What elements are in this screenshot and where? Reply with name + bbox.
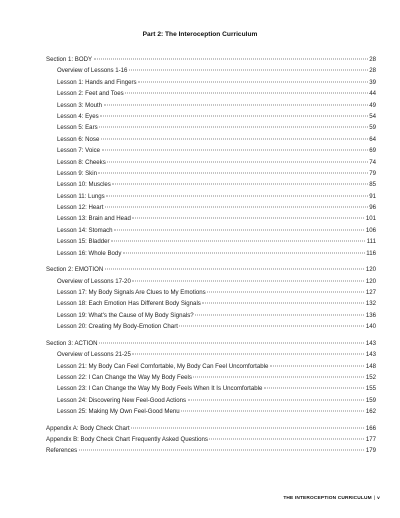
toc-entry-page: 44: [369, 90, 376, 98]
lesson-row: [46, 406, 376, 417]
dot-leader: [102, 150, 368, 151]
toc-entry-page: 179: [365, 447, 376, 455]
dot-leader: [99, 342, 364, 343]
toc-entry-title: Lesson 1: Hands and Fingers: [57, 78, 137, 86]
lesson-row: [46, 310, 376, 321]
dot-leader: [129, 70, 368, 71]
toc-entry-title: Lesson 10: Muscles: [57, 181, 111, 189]
toc-entry-title: References: [46, 447, 78, 455]
dot-leader: [125, 93, 368, 94]
dot-leader: [100, 115, 368, 116]
toc-entry-page: 74: [369, 158, 376, 166]
dot-leader: [107, 161, 367, 162]
dot-leader: [195, 314, 364, 315]
toc-entry-page: 111: [366, 238, 376, 246]
toc-entry-title: Lesson 9: Skin: [57, 169, 97, 177]
lesson-row: [46, 168, 376, 179]
dot-leader: [111, 241, 365, 242]
dot-leader: [99, 127, 368, 128]
dot-leader: [79, 450, 365, 451]
toc-entry-title: Lesson 14: Stomach: [57, 226, 113, 234]
lesson-row: [46, 321, 376, 332]
dot-leader: [179, 326, 364, 327]
lesson-row: [46, 236, 376, 247]
footer-separator: |: [373, 496, 376, 501]
toc-entry-page: 106: [365, 226, 376, 234]
dot-leader: [123, 252, 365, 253]
dot-leader: [193, 376, 364, 377]
toc-entry-title: Lesson 4: Eyes: [57, 112, 99, 120]
dot-leader: [105, 207, 368, 208]
toc-entry-title: Lesson 8: Cheeks: [57, 158, 106, 166]
toc-entry-page: 166: [365, 424, 376, 432]
toc-entry-page: 28: [369, 56, 376, 63]
toc-entry-page: 136: [365, 311, 376, 319]
toc-entry-page: 120: [365, 277, 376, 285]
toc-entry-title: Section 2: EMOTION: [46, 266, 104, 274]
lesson-row: [46, 77, 376, 88]
table-of-contents: [46, 54, 376, 457]
lesson-row: [46, 65, 376, 76]
dot-leader: [94, 59, 368, 60]
dot-leader: [270, 365, 364, 366]
toc-entry-page: 159: [365, 396, 376, 404]
toc-entry-page: 143: [365, 339, 376, 347]
toc-entry-title: Lesson 5: Ears: [57, 124, 98, 132]
toc-entry-title: Section 3: ACTION: [46, 339, 98, 347]
toc-entry-title: Lesson 16: Whole Body: [57, 249, 122, 257]
dot-leader: [112, 184, 367, 185]
toc-entry-page: 127: [365, 289, 376, 296]
lesson-row: [46, 122, 376, 133]
lesson-row: [46, 134, 376, 145]
lesson-row: [46, 248, 376, 259]
section-heading-row: [46, 264, 376, 275]
toc-entry-title: Lesson 21: My Body Can Feel Comfortable, My Body Can Feel Uncomfortable: [57, 362, 269, 370]
dot-leader: [114, 229, 364, 230]
lesson-row: [46, 111, 376, 122]
toc-entry-page: 132: [365, 300, 376, 308]
toc-entry-title: Lesson 18: Each Emotion Has Different Body Signals: [57, 300, 201, 308]
toc-entry-page: 140: [365, 323, 376, 331]
toc-entry-title: Lesson 7: Voice: [57, 147, 101, 155]
toc-entry-title: Lesson 22: I Can Change the Way My Body Feels: [57, 373, 192, 381]
dot-leader: [106, 195, 368, 196]
toc-entry-title: Lesson 2: Feet and Toes: [57, 90, 124, 98]
toc-entry-title: Lesson 24: Discovering New Feel-Good Actions: [57, 396, 187, 404]
dot-leader: [131, 427, 364, 428]
toc-entry-page: 91: [369, 192, 376, 200]
lesson-row: [46, 361, 376, 372]
lesson-row: [46, 145, 376, 156]
toc-entry-title: Lesson 25: Making My Own Feel-Good Menu: [57, 408, 180, 416]
page-title: Part 2: The Interoception Curriculum: [142, 31, 258, 38]
lesson-row: [46, 287, 376, 298]
toc-entry-title: Lesson 13: Brain and Head: [57, 215, 131, 223]
lesson-row: [46, 202, 376, 213]
toc-entry-page: 59: [369, 124, 376, 132]
toc-entry-title: Lesson 20: Creating My Body-Emotion Chart: [57, 323, 178, 331]
toc-entry-title: Lesson 19: What's the Cause of My Body Signals?: [57, 311, 194, 319]
toc-entry-page: 120: [365, 266, 376, 274]
toc-entry-page: 152: [365, 373, 376, 381]
lesson-row: [46, 349, 376, 360]
dot-leader: [209, 439, 364, 440]
toc-entry-title: Lesson 23: I Can Change the Way My Body Feels When It Is Uncomfortable: [57, 385, 263, 393]
lesson-row: [46, 100, 376, 111]
toc-entry-title: Lesson 6: Nose: [57, 135, 100, 143]
toc-entry-page: 162: [365, 408, 376, 416]
running-footer: [283, 496, 380, 501]
appendix-row: [46, 423, 376, 434]
dot-leader: [101, 138, 368, 139]
toc-entry-page: 64: [369, 135, 376, 143]
dot-leader: [202, 303, 364, 304]
lesson-row: [46, 383, 376, 394]
toc-entry-title: Overview of Lessons 21-25: [57, 351, 131, 359]
lesson-row: [46, 179, 376, 190]
lesson-row: [46, 225, 376, 236]
dot-leader: [104, 104, 368, 105]
toc-entry-page: 116: [366, 249, 376, 257]
appendix-row: [46, 434, 376, 445]
section-heading-row: [46, 54, 376, 65]
toc-entry-title: Lesson 17: My Body Signals Are Clues to My Emotions: [57, 289, 206, 296]
toc-entry-page: 28: [369, 67, 376, 75]
toc-entry-page: 54: [369, 112, 376, 120]
toc-entry-page: 177: [365, 436, 376, 444]
toc-entry-page: 155: [365, 385, 376, 393]
dot-leader: [138, 81, 368, 82]
toc-entry-page: 79: [369, 169, 376, 177]
dot-leader: [188, 399, 365, 400]
toc-entry-title: Appendix A: Body Check Chart: [46, 424, 130, 432]
appendix-row: [46, 445, 376, 456]
dot-leader: [132, 280, 364, 281]
lesson-row: [46, 276, 376, 287]
toc-entry-title: Lesson 15: Bladder: [57, 238, 110, 246]
toc-entry-title: Appendix B: Body Check Chart Frequently Asked Questions: [46, 436, 208, 444]
footer-title: THE INTEROCEPTION CURRICULUM: [283, 496, 372, 501]
lesson-row: [46, 298, 376, 309]
toc-entry-title: Section 1: BODY: [46, 56, 93, 63]
lesson-row: [46, 88, 376, 99]
dot-leader: [207, 292, 364, 293]
toc-entry-page: 101: [365, 215, 376, 223]
toc-entry-page: 148: [365, 362, 376, 370]
toc-entry-title: Lesson 11: Lungs: [57, 192, 105, 200]
lesson-row: [46, 157, 376, 168]
toc-entry-page: 49: [369, 101, 376, 109]
dot-leader: [181, 411, 364, 412]
toc-entry-page: 69: [369, 147, 376, 155]
dot-leader: [132, 218, 364, 219]
toc-entry-page: 143: [365, 351, 376, 359]
dot-leader: [132, 354, 364, 355]
lesson-row: [46, 191, 376, 202]
footer-page-number: v: [377, 496, 380, 501]
lesson-row: [46, 213, 376, 224]
dot-leader: [105, 269, 365, 270]
toc-entry-page: 96: [369, 204, 376, 212]
section-heading-row: [46, 338, 376, 349]
toc-entry-page: 85: [369, 181, 376, 189]
lesson-row: [46, 395, 376, 406]
lesson-row: [46, 372, 376, 383]
toc-entry-page: 39: [369, 78, 376, 86]
toc-entry-title: Lesson 3: Mouth: [57, 101, 103, 109]
toc-entry-title: Overview of Lessons 1-16: [57, 67, 128, 75]
toc-entry-title: Overview of Lessons 17-20: [57, 277, 131, 285]
toc-entry-title: Lesson 12: Heart: [57, 204, 104, 212]
dot-leader: [98, 172, 367, 173]
dot-leader: [264, 388, 364, 389]
